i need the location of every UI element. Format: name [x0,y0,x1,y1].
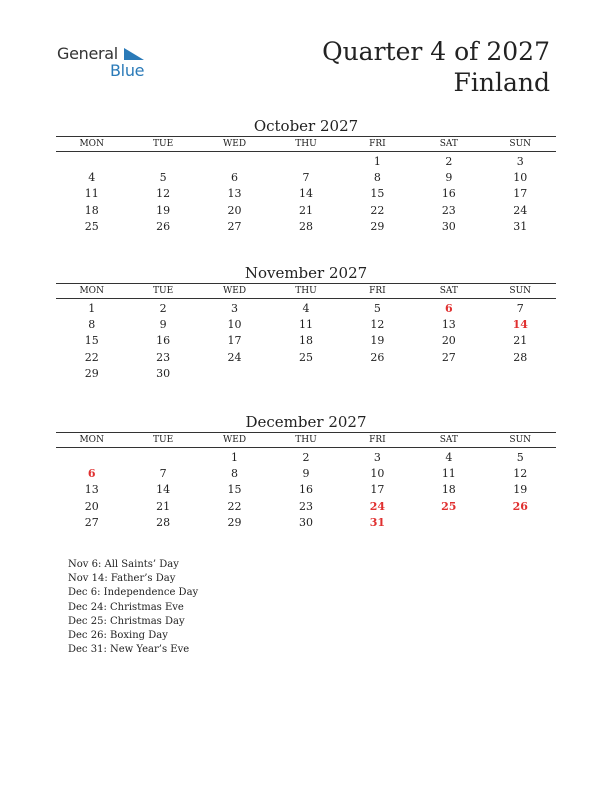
day-cell: 31 [369,515,386,529]
day-cell: 10 [513,171,528,185]
weekday-label: SUN [509,435,532,445]
day-cell: 19 [370,334,385,348]
day-cell: 11 [84,187,99,201]
day-cell: 13 [227,187,242,201]
day-cell: 12 [370,318,385,332]
day-cell: 31 [513,219,528,233]
day-cell: 18 [441,483,456,497]
weekday-label: WED [223,435,247,445]
holiday-note: Dec 31: New Year’s Eve [68,644,190,656]
day-cell: 21 [298,203,313,217]
day-cell: 12 [513,467,528,481]
day-cell: 25 [84,219,99,233]
weekday-label: THU [295,435,317,445]
day-cell [413,515,484,531]
day-cell: 9 [445,171,453,185]
day-cell: 28 [298,219,313,233]
day-cell: 15 [84,334,99,348]
day-cell: 12 [156,187,171,201]
day-cell: 13 [441,318,456,332]
day-cell: 19 [156,203,171,217]
day-cell: 4 [88,171,96,185]
week-row [56,366,556,382]
day-cell: 11 [298,318,313,332]
week-row [56,482,556,498]
day-cell: 10 [227,318,242,332]
day-cell: 20 [441,334,456,348]
day-cell: 24 [369,499,386,513]
weekday-label: FRI [369,286,386,296]
day-cell: 27 [84,515,99,529]
day-cell: 2 [302,451,310,464]
day-cell [485,366,556,382]
day-cell: 13 [84,483,99,497]
day-cell: 6 [231,171,239,185]
week-row [56,333,556,349]
day-cell: 28 [156,515,171,529]
day-cell: 11 [441,467,456,481]
day-cell: 5 [159,171,167,185]
weekday-header [56,432,556,448]
day-cell: 14 [156,483,171,497]
day-cell: 16 [298,483,313,497]
day-cell: 24 [227,350,242,364]
day-cell: 19 [513,483,528,497]
week-row [56,466,556,482]
week-row [56,350,556,366]
month-name: October 2027 [253,117,359,135]
weekday-header [56,283,556,299]
day-cell: 17 [370,483,385,497]
day-cell: 24 [513,203,528,217]
day-cell: 23 [298,499,313,513]
day-cell: 30 [156,366,171,380]
day-cell: 6 [87,467,96,481]
day-cell: 7 [516,302,524,315]
weekday-label: WED [223,139,247,149]
day-cell: 20 [227,203,242,217]
weekday-label: FRI [369,435,386,445]
day-cell [199,154,270,170]
day-cell: 16 [441,187,456,201]
logo-word-blue: Blue [110,61,145,80]
day-cell: 28 [513,350,528,364]
day-cell: 26 [512,499,528,513]
page-title [322,36,550,98]
weekday-label: SUN [509,286,532,296]
holiday-note: Dec 26: Boxing Day [68,630,168,642]
day-cell [127,450,198,466]
week-row [56,186,556,202]
day-cell [413,366,484,382]
day-cell: 9 [302,467,310,481]
weekday-label: TUE [153,435,174,445]
week-row [56,154,556,170]
day-cell: 22 [84,350,99,364]
month-october [56,116,556,235]
day-cell: 15 [227,483,242,497]
weekday-label: THU [295,139,317,149]
day-cell: 6 [444,302,453,315]
week-row [56,317,556,333]
weekday-label: SAT [439,435,458,445]
day-cell: 14 [298,187,313,201]
day-cell: 5 [516,451,524,464]
day-cell: 23 [441,203,456,217]
holiday-note: Nov 6: All Saints’ Day [68,559,179,570]
day-cell: 26 [156,219,171,233]
day-cell: 20 [84,499,99,513]
day-cell [199,366,270,382]
day-cell: 21 [513,334,528,348]
weekday-label: SUN [509,139,532,149]
week-row [56,515,556,531]
weekday-label: WED [223,286,247,296]
month-november [56,263,556,382]
day-cell: 3 [373,451,381,464]
weekday-label: MON [79,139,104,149]
day-cell [56,450,127,466]
day-cell: 27 [441,350,456,364]
holiday-notes [68,558,198,657]
weekday-label: THU [295,286,317,296]
day-cell: 21 [156,499,171,513]
day-cell: 17 [513,187,528,201]
day-cell: 22 [370,203,385,217]
day-cell: 7 [159,467,167,481]
holiday-note: Dec 6: Independence Day [68,587,199,599]
day-cell: 8 [231,467,239,481]
weekday-label: TUE [153,286,174,296]
day-cell: 30 [298,515,313,529]
day-cell: 14 [512,318,528,332]
week-row [56,219,556,235]
day-cell: 22 [227,499,242,513]
holiday-note: Dec 24: Christmas Eve [68,601,184,613]
day-cell: 18 [298,334,313,348]
week-row [56,203,556,219]
day-cell [485,515,556,531]
month-name: November 2027 [244,264,368,282]
day-cell [270,366,341,382]
weekday-label: SAT [439,286,458,296]
day-cell: 15 [370,187,385,201]
week-row [56,450,556,466]
day-cell: 1 [88,302,96,315]
day-cell: 17 [227,334,242,348]
weekday-label: FRI [369,139,386,149]
weekday-label: TUE [153,139,174,149]
day-cell: 5 [373,302,381,315]
logo-triangle-icon [124,48,146,62]
day-cell: 2 [159,302,167,315]
day-cell: 2 [445,155,453,168]
day-cell [127,154,198,170]
day-cell [342,366,413,382]
day-cell: 27 [227,219,242,233]
day-cell: 3 [231,302,239,315]
day-cell [270,154,341,170]
day-cell: 29 [84,366,99,380]
day-cell: 29 [370,219,385,233]
week-row [56,499,556,515]
day-cell: 4 [445,451,453,464]
title-country: Finland [453,68,550,97]
week-row [56,301,556,317]
month-name: December 2027 [245,413,367,431]
logo-word-general: General [57,44,118,63]
day-cell: 16 [156,334,171,348]
day-cell: 10 [370,467,385,481]
week-row [56,170,556,186]
title-quarter: Quarter 4 of 2027 [322,37,550,66]
day-cell: 25 [298,350,313,364]
day-cell: 3 [516,155,524,168]
holiday-note: Dec 25: Christmas Day [68,615,185,627]
weekday-label: MON [79,435,104,445]
month-december [56,412,556,531]
day-cell: 7 [302,171,310,185]
day-cell: 8 [373,171,381,185]
day-cell: 9 [159,318,167,332]
day-cell: 30 [441,219,456,233]
day-cell: 4 [302,302,310,315]
day-cell: 1 [373,155,381,168]
day-cell: 23 [156,350,171,364]
weekday-label: MON [79,286,104,296]
day-cell: 29 [227,515,242,529]
day-cell: 25 [441,499,457,513]
weekday-header [56,136,556,152]
day-cell: 1 [231,451,239,464]
day-cell [56,154,127,170]
weekday-label: SAT [439,139,458,149]
holiday-note: Nov 14: Father’s Day [68,573,176,585]
day-cell: 18 [84,203,99,217]
day-cell: 26 [370,350,385,364]
day-cell: 8 [88,318,96,332]
generalblue-logo [57,44,157,80]
